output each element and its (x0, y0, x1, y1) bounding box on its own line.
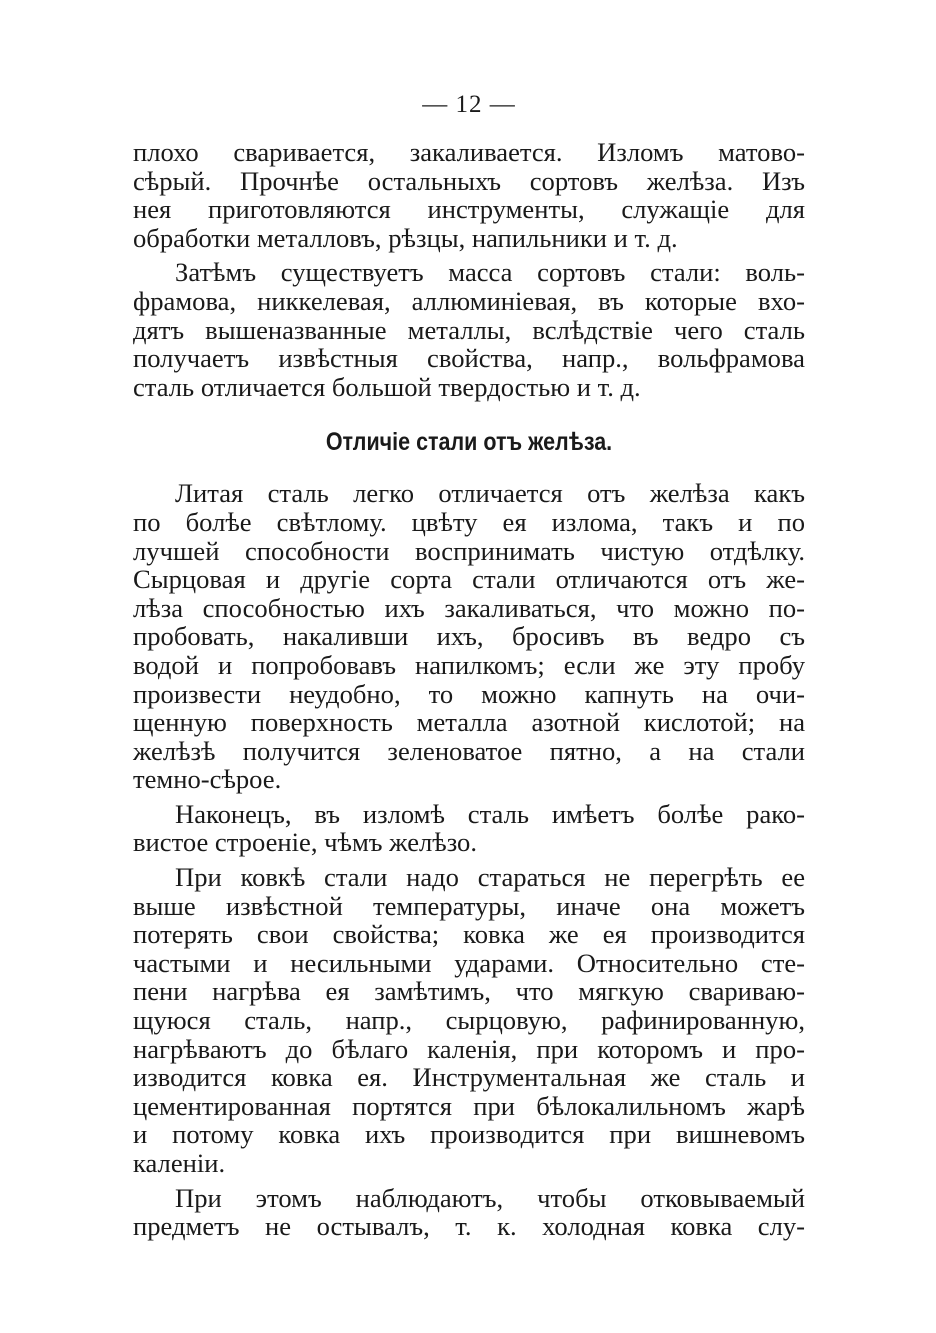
paragraph (133, 863, 805, 1178)
text-line: При ковкѣ стали надо стараться не перегрѣть ее (175, 862, 805, 893)
text-line: изводится ковка ея. Инструментальная же сталь и (133, 1062, 805, 1093)
text-line: Литая сталь легко отличается отъ желѣза какъ (175, 478, 805, 509)
text-line: Наконецъ, въ изломѣ сталь имѣетъ болѣе рако- (175, 798, 805, 829)
text-line: и потому ковка ихъ производится при вишневомъ (133, 1119, 805, 1150)
text-line: Сырцовая и другіе сорта стали отличаются отъ же- (133, 564, 805, 595)
text-line: произвести неудобно, то можно капнуть на очи- (133, 678, 805, 709)
text-line: щенную поверхность металла азотной кислотой; на (133, 707, 805, 738)
text-line: водой и попробовавъ напилкомъ; если же эту пробу (133, 649, 805, 680)
text-line: сѣрый. Прочнѣе остальныхъ сортовъ желѣза. Изъ (133, 165, 805, 196)
text-line: нагрѣваютъ до бѣлаго каленія, при которомъ и про- (133, 1033, 805, 1064)
text-line: желѣзѣ получится зеленоватое пятно, а на стали (133, 735, 805, 766)
text-line: вистое строеніе, чѣмъ желѣзо. (133, 827, 478, 858)
text-line: выше извѣстной температуры, иначе она можетъ (133, 890, 805, 921)
text-line: пробовать, накаливши ихъ, бросивъ въ ведро съ (133, 621, 805, 652)
section-heading: Отличіе стали отъ желѣза. (325, 428, 613, 457)
text-line: плохо сваривается, закаливается. Изломъ матово- (133, 137, 805, 167)
text-line: лѣза способностью ихъ закаливаться, что можно по- (133, 592, 805, 623)
page-number: — 12 — (422, 91, 516, 118)
paragraph (133, 138, 805, 252)
text-line: Затѣмъ существуетъ масса сортовъ стали: воль- (175, 257, 805, 288)
text-line: по болѣе свѣтлому. цвѣту ея излома, такъ и по (133, 506, 805, 537)
text-line: получаетъ извѣстныя свойства, напр., вольфрамова (133, 343, 805, 374)
text-line: сталь отличается большой твердостью и т. д. (133, 371, 641, 402)
paragraph (133, 258, 805, 401)
text-line: лучшей способности воспринимать чистую отдѣлку. (133, 535, 805, 566)
text-line: темно-сѣрое. (133, 764, 282, 795)
text-line: частыми и несильными ударами. Относительно сте- (133, 947, 805, 978)
text-block-before-heading (133, 138, 805, 401)
text-block-after-heading (133, 479, 805, 1240)
paragraph (133, 800, 805, 857)
text-line: цементированная портятся при бѣлокалильномъ жарѣ (133, 1090, 805, 1121)
text-line: дятъ вышеназванные металлы, вслѣдствіе чего сталь (133, 314, 805, 345)
text-line: щуюся сталь, напр., сырцовую, рафинированную, (133, 1005, 805, 1036)
book-page (133, 90, 805, 1241)
paragraph (133, 1184, 805, 1241)
text-line: пени нагрѣва ея замѣтимъ, что мягкую сваривaю- (133, 976, 805, 1007)
text-line: обработки металловъ, рѣзцы, напильники и т. д. (133, 222, 678, 253)
text-line: каленіи. (133, 1148, 226, 1178)
text-line: предметъ не остывалъ, т. к. холодная ковка слу- (133, 1211, 805, 1242)
text-line: потерять свои свойства; ковка же ея производится (133, 919, 805, 950)
text-line: фрамова, никкелевая, аллюминіевая, въ которые вхо- (133, 285, 805, 316)
paragraph (133, 479, 805, 794)
text-line: При этомъ наблюдаютъ, чтобы отковываемый (175, 1182, 805, 1213)
text-line: нея приготовляются инструменты, служащіе для (133, 194, 805, 225)
